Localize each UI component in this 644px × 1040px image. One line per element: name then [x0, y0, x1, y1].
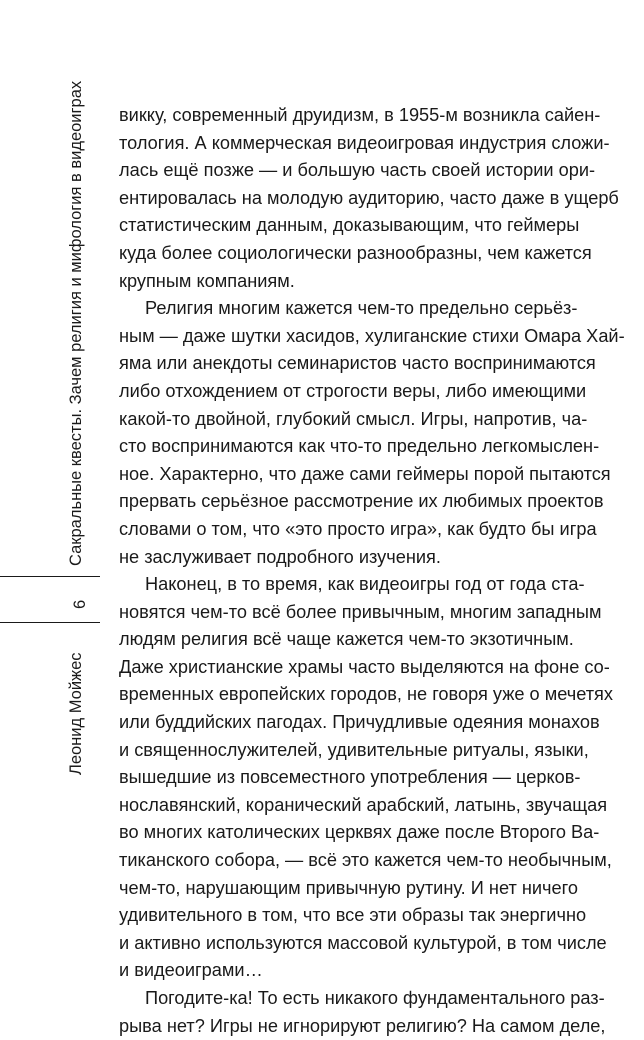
text-line: тология. А коммерческая видеоигровая индустрия сложи- — [119, 132, 610, 153]
text-line: и активно используются массовой культурой, в том числе — [119, 932, 607, 953]
text-line: новятся чем-то всё более привычным, многим западным — [119, 601, 602, 622]
text-line: во многих католических церквях даже после Второго Ва- — [119, 822, 600, 843]
text-line: не заслуживает подробного изучения. — [119, 546, 441, 567]
paragraph-4 — [119, 985, 606, 1040]
paragraph-3 — [119, 571, 614, 985]
text-line: вышедшие из повсеместного употребления — церков- — [119, 767, 581, 788]
text-line: удивительного в том, что все эти образы так энергично — [119, 905, 587, 926]
text-line: статистическим данным, доказывающим, что геймеры — [119, 215, 580, 236]
text-line: ным — даже шутки хасидов, хулиганские стихи Омара Хай- — [119, 325, 625, 346]
text-line: Даже христианские храмы часто выделяются на фоне со- — [119, 656, 610, 677]
paragraph-1 — [119, 102, 619, 295]
running-author: Леонид Мойжес — [67, 652, 85, 775]
text-line: рыва нет? Игры не игнорируют религию? На самом деле, — [119, 1015, 606, 1036]
text-line: чем-то, нарушающим привычную рутину. И нет ничего — [119, 877, 578, 898]
page-number: 6 — [71, 599, 89, 609]
text-line: викку, современный друидизм, в 1955-м возникла сайен- — [119, 105, 601, 125]
text-line: какой-то двойной, глубокий смысл. Игры, напротив, ча- — [119, 408, 588, 429]
running-title: Сакральные квесты. Зачем религия и мифология в видеоиграх — [67, 80, 85, 566]
text-line: ентировалась на молодую аудиторию, часто даже в ущерб — [119, 187, 619, 208]
text-line: сто воспринимаются как что-то предельно легкомыслен- — [119, 436, 600, 457]
paragraph-2 — [119, 295, 625, 571]
text-line: Религия многим кажется чем-то предельно серьёз- — [145, 298, 578, 319]
text-line: тиканского собора, — всё это кажется чем-то необычным, — [119, 850, 612, 871]
text-line: либо отхождением от строгости веры, либо имеющими — [119, 380, 587, 401]
text-line: и священнослужителей, удивительные ритуалы, языки, — [119, 739, 589, 760]
text-line: временных европейских городов, не говоря уже о мечетях — [119, 684, 614, 705]
text-line: прервать серьёзное рассмотрение их любимых проектов — [119, 491, 604, 512]
text-line: куда более социологически разнообразны, чем кажется — [119, 242, 592, 263]
text-line: Наконец, в то время, как видеоигры год от года ста- — [145, 574, 585, 595]
text-line: ное. Характерно, что даже сами геймеры порой пытаются — [119, 463, 611, 484]
text-line: людям религия всё чаще кажется чем-то экзотичным. — [119, 629, 574, 650]
text-line: и видеоиграми… — [119, 960, 263, 981]
text-line: или буддийских пагодах. Причудливые одеяния монахов — [119, 712, 600, 733]
text-line: лась ещё позже — и большую часть своей истории ори- — [119, 160, 596, 181]
text-line: Погодите-ка! То есть никакого фундаментального раз- — [145, 988, 605, 1008]
text-line: яма или анекдоты семинаристов часто воспринимаются — [119, 353, 596, 374]
text-line: словами о том, что «это просто игра», как будто бы игра — [119, 518, 597, 539]
text-line: крупным компаниям. — [119, 270, 295, 291]
text-line: нославянский, коранический арабский, латынь, звучащая — [119, 794, 608, 815]
body-text — [119, 102, 625, 1040]
